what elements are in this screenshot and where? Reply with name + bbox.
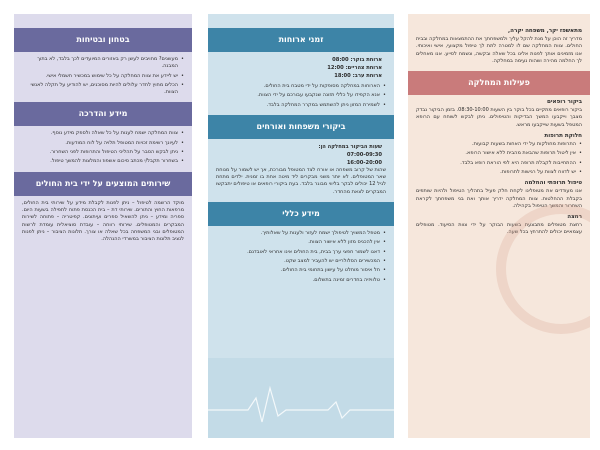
list-item: • דאגו לשמור חפצי ערך בבית, בית החולים אינו אחראי לאובדנם. [216,249,386,256]
visiting-hours: שעות הביקור במחלקה הן: 07:00-09:30 16:00-20:00 [318,143,382,166]
guidance-heading: מידע והדרכה [14,102,192,126]
general-info-heading: מידע כללי [208,202,394,226]
meals-list [208,83,394,109]
list-item: • טלוויזיה בחדרים זמינה בתשלום. [216,277,386,284]
right-panel [408,14,590,438]
visits-text: שהות של קרוב משפחה או אורח לצד המטופל מבורכת, אך יש לשמור על מנוחת שאר המטופלים. לא יותר משני מבקרים ליד מיטה אחת בו זמנית. ילדים מתחת לגיל 12 יכולים לבקר בליווי מבוגר בלבד. בעת ביקורי רופאים או טיפולים יתבקשו המבקרים לצאת מהחדר. [216,166,387,195]
list-item: • לשמירת המזון ניתן להשתמש במקרר המחלקה בלבד. [216,102,386,109]
services-heading: שירותים המוצעים על ידי בית החולים [14,172,192,196]
meal-row: ארוחת ערב: 18:00 [334,73,382,79]
ward-activity-heading: פעילות המחלקה [408,71,590,95]
left-panel [14,14,192,438]
list-item: • בשחרור תקבל/י מכתב סיכום אשפוז והמלצות להמשך טיפול. [22,158,184,165]
services-text: מוקד הרשמה לטיפול – ניתן לפנות לקבלת מידע על שירותי בית החולים, מרפאות החוץ והתורים. שירותי דת – בית הכנסת פתוח לתפילה בשעות היום. ספריה ומידע – ניתן להשאיל ספרים ועיתונים. קפיטריה – פתוחה לשירות המבקרים והמטופלים. שירותי רווחה – עובדת סוציאלית עומדת לרשות המטופלים ובני המשפחה בכל שאלה או צורך. תלונות הציבור – ניתן לפנות לנציב תלונות הציבור במשרדי ההנהלה. [22,199,184,243]
list-item: • יש לדווח לצוות על רגישות לתרופות. [416,169,582,176]
doctors-round-text: ביקור רופאים מתקיים בכל בוקר בין השעות 08:30-10:00. בזמן הביקור נבדק מצבך וייקבעו המשך הבדיקות והטיפולים. ניתן לבקש לשוחח עם הרופא המטפל בשעות שייקבעו מראש. [416,107,582,128]
list-item: • הארוחות במחלקה מסופקות על ידי מטבח בית החולים. [216,83,386,90]
list-item: • אין להכניס מזון ללא אישור הצוות. [216,239,386,246]
list-item: • המכשירים הסלולריים יש להעביר למצב שקט. [216,258,386,265]
list-item: • חל איסור מוחלט על עישון בתחומי בית החולים. [216,267,386,274]
meal-row: ארוחת צהריים: 12:00 [327,65,382,71]
list-item: • אין ליטול תרופות שהבאת מהבית ללא אישור הרופא. [416,150,582,157]
intro-title: מתאשפז יקר, משפחה יקרה, [508,28,582,34]
list-item: • הכלים מחוץ לחדר עלולים להיות מסוכנים, יש להודיע על תקלה לאנשי הצוות. [22,82,184,97]
bathing-text: רחצת מטופלים מתבצעת בשעות הבוקר על ידי צוות הסיעוד. מטופלים עצמאיים יכולים להתרחץ בכל שעה. [416,222,582,236]
list-item: • התרופות מחולקות על ידי האחות בשעות קבועות. [416,141,582,148]
medication-title: חלוקת תרופות [544,133,582,140]
list-item: • מטפל המשויך לטיפולך ישמח לעזור ולענות על שאלותיך. [216,230,386,237]
guidance-list [14,130,192,165]
safety-heading: בטחון ובטיחות [14,28,192,52]
care-text: אנו מעודדים את מטופלינו לקחת חלק פעיל בתהליך הטיפול ולהיות שותפים בקבלת ההחלטות. צוות המחלקה ידריך אותך ואת בני משפחתך לקראת השחרור והמשך הטיפול בקהילה. [416,188,582,209]
middle-panel [208,14,394,438]
care-title: טיפול תרופתי והחלמה [524,180,582,187]
list-item: • לעיונך רשימת זכויות המטופל תלויה על לוח המודעות. [22,140,184,147]
meal-row: ארוחת בוקר: 08:00 [332,57,382,63]
list-item: • אנא הקפידו על כללי תזונה שנקבעו עבורכם על ידי הצוות. [216,92,386,99]
safety-list [14,56,192,96]
medication-list [408,141,590,176]
bathing-title: רחצה [567,214,582,221]
list-item: • צוות המחלקה ישמח לענות על כל שאלה ולספק מידע נוסף. [22,130,184,137]
meals-heading: זמני ארוחות [208,28,394,52]
list-item: • ההתחייבות לקבלת תרופה היא לפי הוראת רופא בלבד. [416,160,582,167]
doctors-round-title: ביקור רופאים [547,99,582,106]
general-info-list [208,230,394,284]
intro-text: מדריך זה הוכן על מנת להקל עליך ולמשפחתך את ההתמצאות במחלקה ובבית החולים. צוות המחלקה שם לו למטרה לתת לך טיפול מקצועי, אישי ואיכותי. אנו מזמינים אותך לפנות אלינו בכל שאלה ובקשה, ונשמח לסייע. אנו מאחלים לך החלמה מהירה ושהות נעימה במחלקה. [416,36,582,64]
list-item: • ניתן לבקש הסבר על תהליכי הטיפול והתרופות לפני השחרור. [22,149,184,156]
list-item: • מעשנים? מחויבים לעשן רק באזורים המיועדים לכך בלבד, לא בתוך המבנה. [22,56,184,71]
meal-times [208,56,394,80]
list-item: • יש ליידע את צוות המחלקה על כל שימוש במכשיר חשמלי אישי. [22,73,184,80]
visits-heading: ביקורי משפחות ואורחים [208,115,394,139]
heartbeat-wave-graphic [208,358,394,438]
